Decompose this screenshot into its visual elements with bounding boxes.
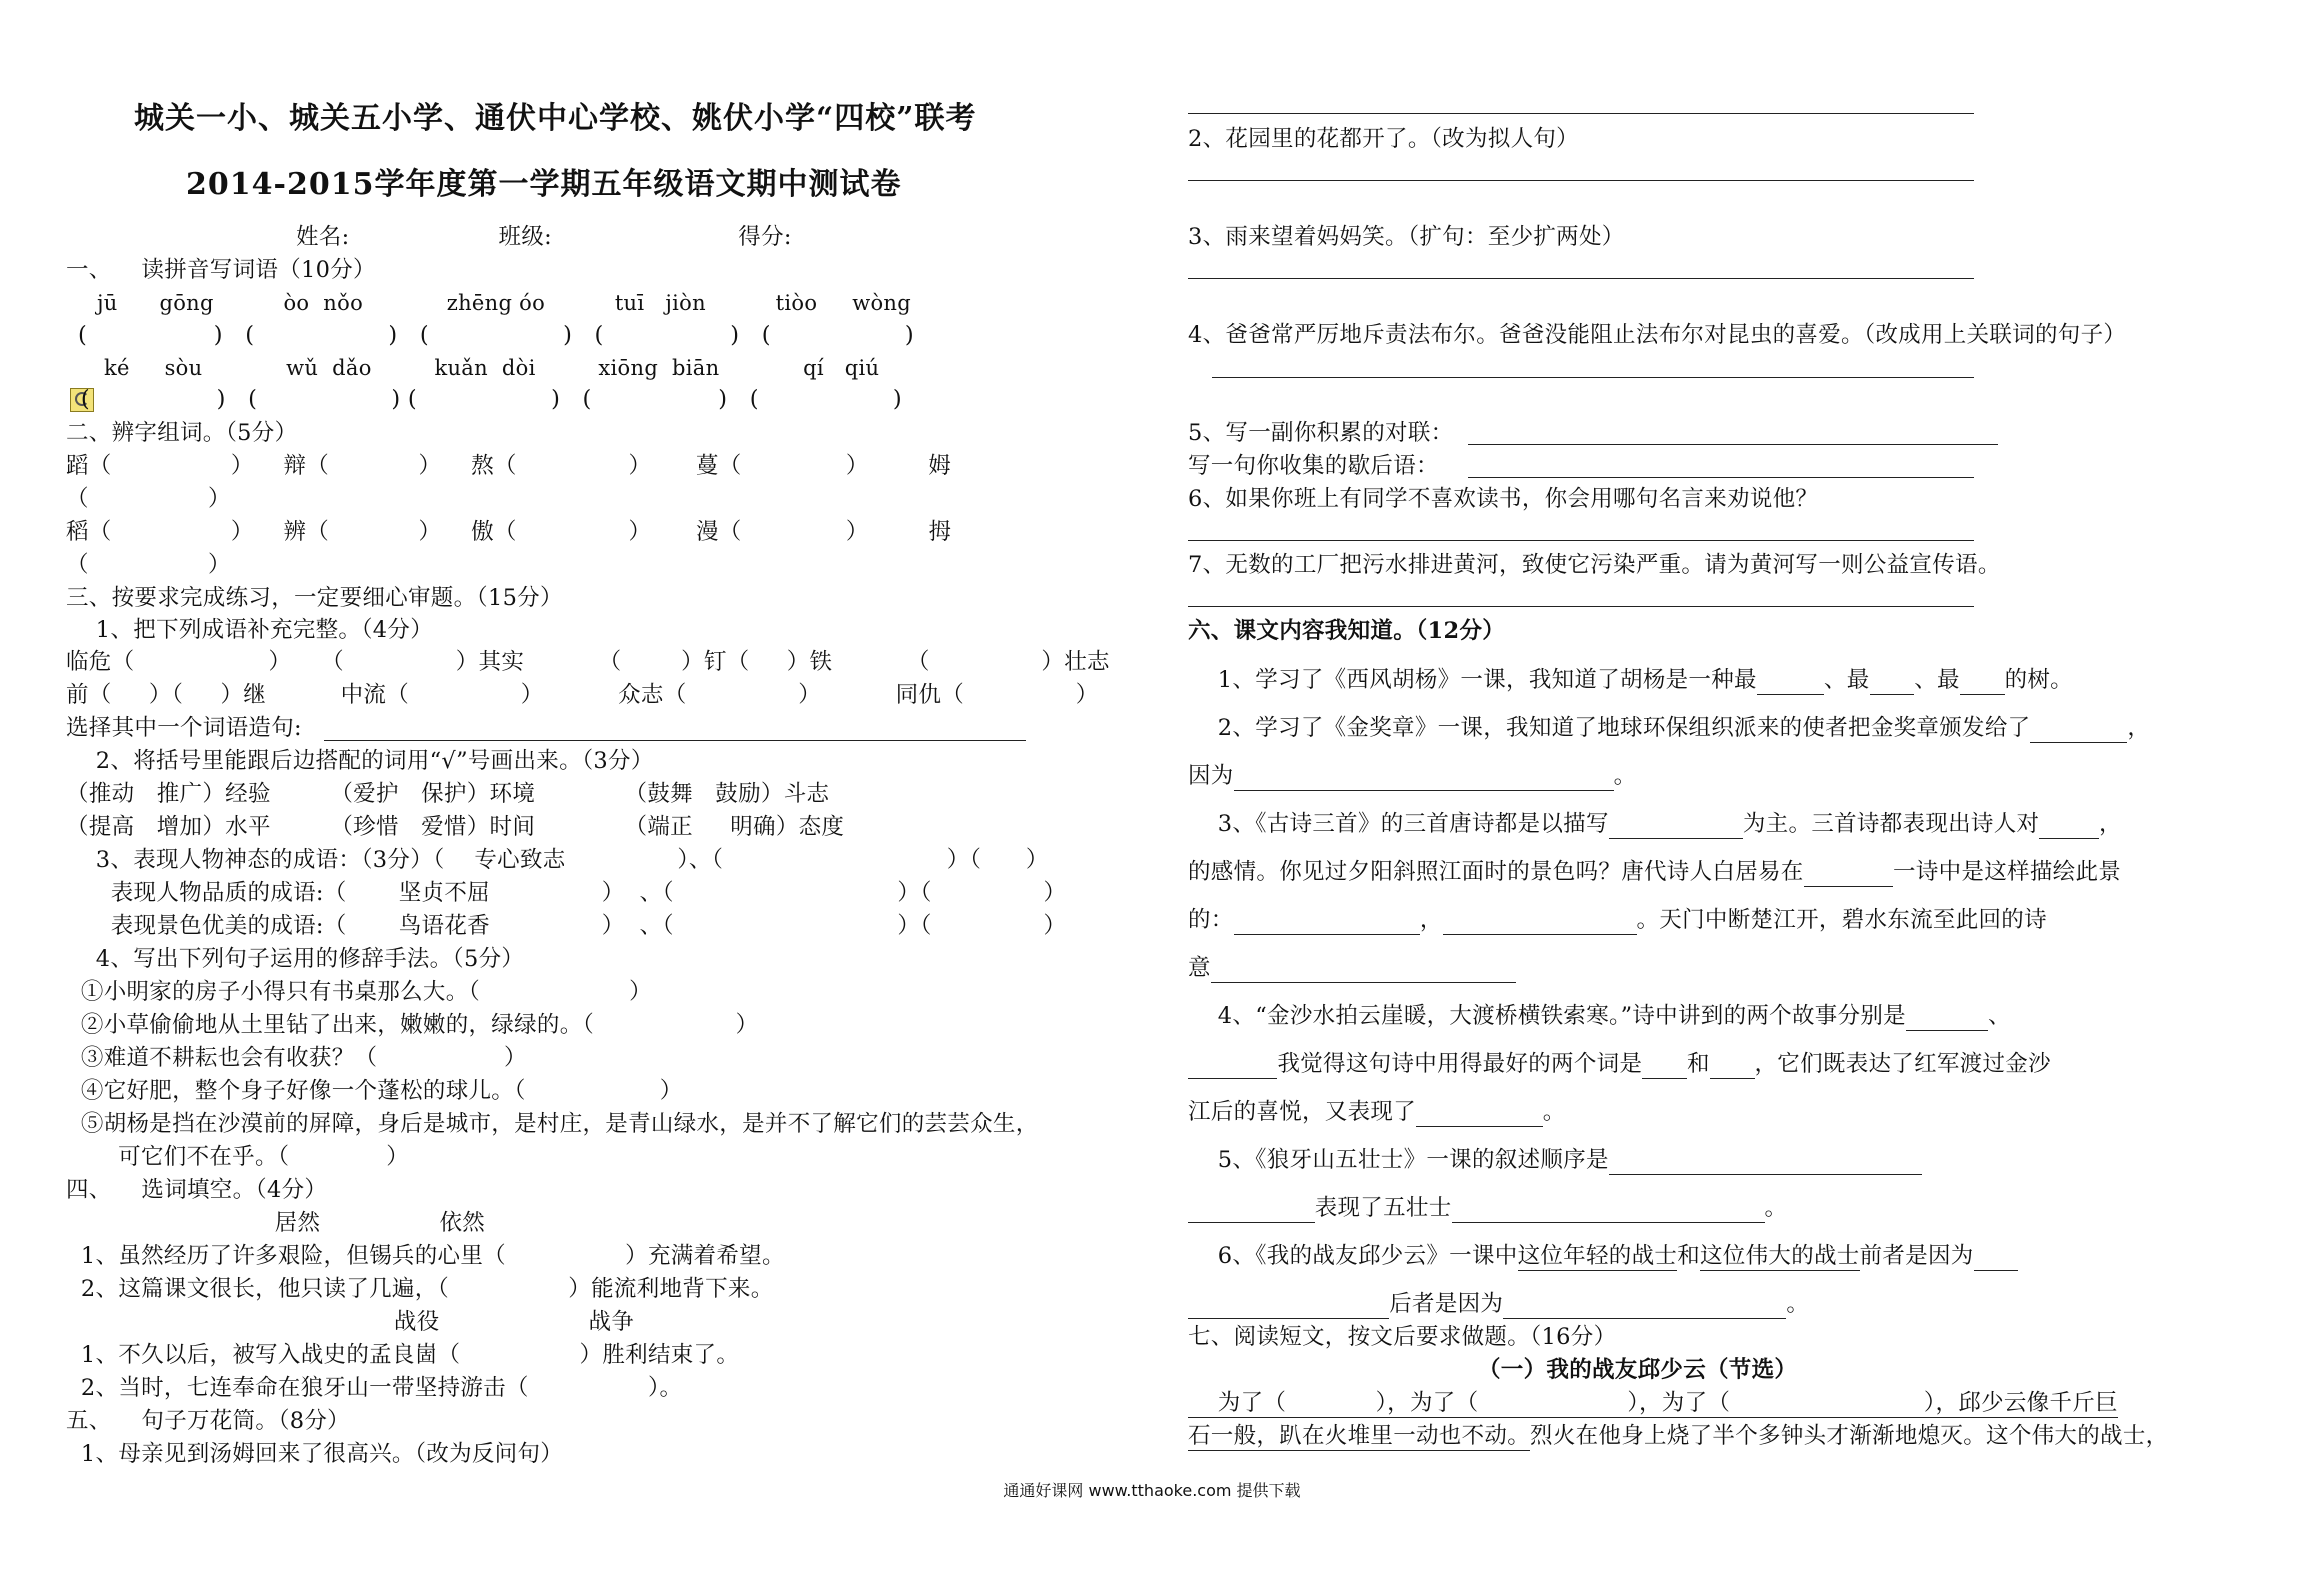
k3-text: 3、《古诗三首》的三首唐诗都是以描写 (1188, 811, 1609, 837)
k6-blank-3[interactable] (1503, 1291, 1786, 1319)
knowledge-item-2 (1188, 713, 2150, 743)
k3-blank-2[interactable] (2039, 811, 2099, 839)
xiehouyu-answer-line[interactable] (1468, 477, 1974, 478)
k4-blank-5[interactable] (1416, 1099, 1543, 1127)
k6-underlined-1: 这位年轻的战士 (1517, 1243, 1678, 1269)
rhetoric-item-3: ③难道不耕耘也会有收获？（ ） (66, 1045, 527, 1071)
answer-line-p4[interactable] (1212, 377, 1974, 378)
k6-and: 和 (1677, 1243, 1700, 1269)
knowledge-item-2-wrap (1188, 761, 1636, 791)
rhetoric-item-4: ④它好肥，整个身子好像一个蓬松的球儿。（ ） (66, 1078, 683, 1104)
k3-line4-text: 意 (1188, 955, 1211, 981)
knowledge-item-4-line-2 (1188, 1049, 2051, 1079)
rhetoric-item-2: ②小草偷偷地从土里钻了出来，嫩嫩的，绿绿的。（ ） (66, 1012, 759, 1038)
k4-blank-4[interactable] (1710, 1051, 1755, 1079)
k3-blank-4[interactable] (1234, 907, 1420, 935)
fill-item-3: 1、不久以后，被写入战史的孟良崮（ ）胜利结束了。 (66, 1342, 740, 1368)
answer-line-p6[interactable] (1188, 540, 1974, 541)
rhetoric-item-5-wrap: 可它们不在乎。（ ） (66, 1144, 409, 1170)
rewrite-item-3: 3、雨来望着妈妈笑。（扩句：至少扩两处） (1188, 224, 1625, 250)
answer-line-p7[interactable] (1188, 606, 1974, 607)
knowledge-item-5-line-2 (1188, 1193, 1787, 1223)
word-options-1: 居然 依然 (66, 1210, 486, 1236)
word-group-row-2: 稻（ ） 辨（ ） 傲（ ） 漫（ ） 拇 (66, 519, 952, 545)
q3-4-prompt: 4、写出下列句子运用的修辞手法。（5分） (66, 946, 525, 972)
k6-blank-2[interactable] (1188, 1291, 1389, 1319)
section-5-heading: 五、 句子万花筒。（8分） (66, 1408, 350, 1434)
section-3-heading: 三、按要求完成练习，一定要细心审题。（15分） (66, 585, 563, 611)
fill-item-1: 1、虽然经历了许多艰险，但锡兵的心里（ ）充满着希望。 (66, 1243, 785, 1269)
q3-1-prompt: 1、把下列成语补充完整。（4分） (66, 617, 433, 643)
idiom-row-2: 前（ ）（ ）继 中流（ ） 众志（ ） 同仇（ ） (66, 682, 1099, 708)
idiom-row-1: 临危（ ） （ ）其实 （ ）钉（ ）铁 （ ）壮志 (66, 649, 1110, 675)
k5-line2-text: 表现了五壮士 (1314, 1195, 1452, 1221)
q3-2-prompt: 2、将括号里能跟后边搭配的词用“√”号画出来。（3分） (66, 748, 654, 774)
k4-line2-end: ，它们既表达了红军渡过金沙 (1754, 1051, 2051, 1077)
k4-line3-end: 。 (1542, 1099, 1566, 1125)
k1-text: 1、学习了《西风胡杨》一课，我知道了胡杨是一种最 (1188, 667, 1757, 693)
reading-line-2-underlined: 石一般，趴在火堆里一动也不动。 (1188, 1423, 1531, 1449)
k1-end: 的树。 (2004, 667, 2073, 693)
knowledge-item-4-line-3 (1188, 1097, 1566, 1127)
k3-line3-end: 。天门中断楚江开，碧水东流至此回的诗 (1636, 907, 2047, 933)
knowledge-item-3-line-3 (1188, 905, 2047, 935)
sentence-prompt: 选择其中一个词语造句: (66, 715, 302, 741)
pinyin-row-1: jū gōng òo nǒo zhēng óo tuī jiòn tiòo wòng (90, 291, 911, 315)
q3-3-demeanor: 3、表现人物神态的成语：（3分）（ 专心致志 ）、（ ）（ ） (66, 847, 1049, 873)
k3-blank-6[interactable] (1211, 955, 1517, 983)
reading-line-2 (1188, 1421, 2168, 1451)
xiehouyu-prompt: 写一句你收集的歇后语： (1188, 453, 1439, 479)
k2-comma: ， (2127, 715, 2151, 741)
rhetoric-item-1: ①小明家的房子小得只有书桌那么大。（ ） (66, 979, 652, 1005)
reading-line-1 (1188, 1388, 2118, 1418)
word-group-row-1: 蹈（ ） 辩（ ） 熬（ ） 蔓（ ） 姆 (66, 453, 952, 479)
k2-blank-1[interactable] (2030, 715, 2127, 743)
reading-line-1-text: 为了（ ），为了（ ），为了（ ），邱少云像千斤巨 (1188, 1390, 2118, 1416)
k4-blank-1[interactable] (1906, 1003, 1988, 1031)
k5-text: 5、《狼牙山五壮士》一课的叙述顺序是 (1188, 1147, 1609, 1173)
k1-blank-2[interactable] (1870, 667, 1915, 695)
k6-line2-end: 。 (1786, 1291, 1810, 1317)
couplet-prompt: 5、写一副你积累的对联： (1188, 420, 1454, 446)
k5-blank-1[interactable] (1609, 1147, 1922, 1175)
knowledge-item-6 (1188, 1241, 2018, 1271)
k3-line3-text: 的： (1188, 907, 1234, 933)
q3-3-scenery: 表现景色优美的成语:（ 鸟语花香 ） 、（ ）（ ） (66, 913, 1067, 939)
rewrite-item-1: 1、母亲见到汤姆回来了很高兴。（改为反问句） (66, 1441, 564, 1467)
fill-item-2: 2、这篇课文很长，他只读了几遍，（ ）能流利地背下来。 (66, 1276, 774, 1302)
student-info-line: 姓名: 班级: 得分: (296, 224, 792, 250)
k4-line2-text: 我觉得这句诗中用得最好的两个词是 (1277, 1051, 1643, 1077)
collocation-row-2: （提高 增加）水平 （珍惜 爱惜）时间 （端正 明确）态度 (66, 814, 845, 840)
k2-because: 因为 (1188, 763, 1234, 789)
reading-subtitle: （一）我的战友邱少云（节选） (1478, 1357, 1798, 1383)
section-4-heading: 四、 选词填空。（4分） (66, 1177, 328, 1203)
section-2-heading: 二、辨字组词。（5分） (66, 420, 298, 446)
k2-blank-2[interactable] (1234, 763, 1614, 791)
k3-mid: 为主。三首诗都表现出诗人对 (1742, 811, 2040, 837)
k6-latter: 后者是因为 (1389, 1291, 1504, 1317)
k2-end: 。 (1613, 763, 1637, 789)
k4-blank-2[interactable] (1188, 1051, 1277, 1079)
k2-text: 2、学习了《金奖章》一课，我知道了地球环保组织派来的使者把金奖章颁发给了 (1188, 715, 2031, 741)
k4-sep: 、 (1987, 1003, 2011, 1029)
knowledge-item-3 (1188, 809, 2122, 839)
k3-blank-5[interactable] (1443, 907, 1637, 935)
k3-line2-end: 一诗中是这样描绘此景 (1893, 859, 2122, 885)
section-1-heading: 一、 读拼音写词语（10分） (66, 257, 376, 283)
k5-blank-2[interactable] (1188, 1195, 1315, 1223)
k1-blank-1[interactable] (1757, 667, 1824, 695)
fill-item-4: 2、当时，七连奉命在狼牙山一带坚持游击（ ）。 (66, 1375, 683, 1401)
k4-text: 4、“金沙水拍云崖暖，大渡桥横铁索寒。”诗中讲到的两个故事分别是 (1188, 1003, 1906, 1029)
k3-line2-text: 的感情。你见过夕阳斜照江面时的景色吗？唐代诗人白居易在 (1188, 859, 1804, 885)
knowledge-item-4 (1188, 1001, 2011, 1031)
rewrite-item-4: 4、爸爸常严厉地斥责法布尔。爸爸没能阻止法布尔对昆虫的喜爱。（改成用上关联词的句子） (1188, 322, 2127, 348)
answer-brackets-row-2: ( ) ( ) ( ) ( ) ( ) (66, 386, 902, 412)
k6-former: 前者是因为 (1859, 1243, 1974, 1269)
footer-credit: 通通好课网 www.tthaoke.com 提供下载 (1003, 1481, 1301, 1500)
word-group-row-1-wrap: （ ） (66, 486, 231, 512)
rewrite-item-2: 2、花园里的花都开了。（改为拟人句） (1188, 126, 1579, 152)
k5-blank-3[interactable] (1452, 1195, 1765, 1223)
knowledge-item-6-line-2 (1188, 1289, 1809, 1319)
k3-line3-comma: ， (1419, 907, 1443, 933)
sentence-answer-line[interactable] (324, 740, 1026, 741)
k1-blank-3[interactable] (1960, 667, 2005, 695)
k3-blank-1[interactable] (1609, 811, 1743, 839)
k4-blank-3[interactable] (1642, 1051, 1687, 1079)
word-options-2: 战役 战争 (66, 1309, 635, 1335)
school-header: 城关一小、城关五小学、通伏中心学校、姚伏小学“四校”联考 (134, 101, 977, 136)
answer-line-p3[interactable] (1188, 278, 1974, 279)
collocation-row-1: （推动 推广）经验 （爱护 保护）环境 （鼓舞 鼓励）斗志 (66, 781, 830, 807)
k4-line3-text: 江后的喜悦，又表现了 (1188, 1099, 1417, 1125)
rewrite-item-7: 7、无数的工厂把污水排进黄河，致使它污染严重。请为黄河写一则公益宣传语。 (1188, 552, 2001, 578)
k4-and: 和 (1686, 1051, 1710, 1077)
k3-comma: ， (2098, 811, 2122, 837)
k6-underlined-2: 这位伟大的战士 (1700, 1243, 1860, 1269)
knowledge-item-3-line-4 (1188, 953, 1516, 983)
couplet-answer-line[interactable] (1468, 444, 1998, 445)
knowledge-item-5 (1188, 1145, 1922, 1175)
rhetoric-item-5: ⑤胡杨是挡在沙漠前的屏障，身后是城市，是村庄，是青山绿水，是并不了解它们的芸芸众生， (66, 1111, 1039, 1137)
k3-blank-3[interactable] (1804, 859, 1893, 887)
exam-title: 2014-2015学年度第一学期五年级语文期中测试卷 (186, 167, 902, 202)
answer-line-p1[interactable] (1188, 113, 1974, 114)
reading-line-2-text: 烈火在他身上烧了半个多钟头才渐渐地熄灭。这个伟大的战士， (1530, 1423, 2169, 1449)
k5-line2-end: 。 (1764, 1195, 1788, 1221)
word-group-row-2-wrap: （ ） (66, 552, 231, 578)
answer-brackets-row-1: ( ) ( ) ( ) ( ) ( ) (78, 322, 914, 348)
answer-line-p2[interactable] (1188, 180, 1974, 181)
pinyin-row-2: ké sòu wǔ dǎo kuǎn dòi xiōng biān qí qiú (90, 356, 880, 380)
q3-3-character: 表现人物品质的成语:（ 坚贞不屈 ） 、（ ）（ ） (66, 880, 1067, 906)
section-6-heading: 六、课文内容我知道。（12分） (1188, 618, 1506, 644)
rewrite-item-6: 6、如果你班上有同学不喜欢读书，你会用哪句名言来劝说他？ (1188, 486, 1819, 512)
knowledge-item-1 (1188, 665, 2073, 695)
k6-text: 6、《我的战友邱少云》一课中 (1188, 1243, 1518, 1269)
k1-sep-1: 、最 (1823, 667, 1870, 693)
k1-sep-2: 、最 (1914, 667, 1960, 693)
k6-blank-1[interactable] (1974, 1243, 2019, 1271)
knowledge-item-3-line-2 (1188, 857, 2121, 887)
section-7-heading: 七、阅读短文，按文后要求做题。（16分） (1188, 1324, 1617, 1350)
